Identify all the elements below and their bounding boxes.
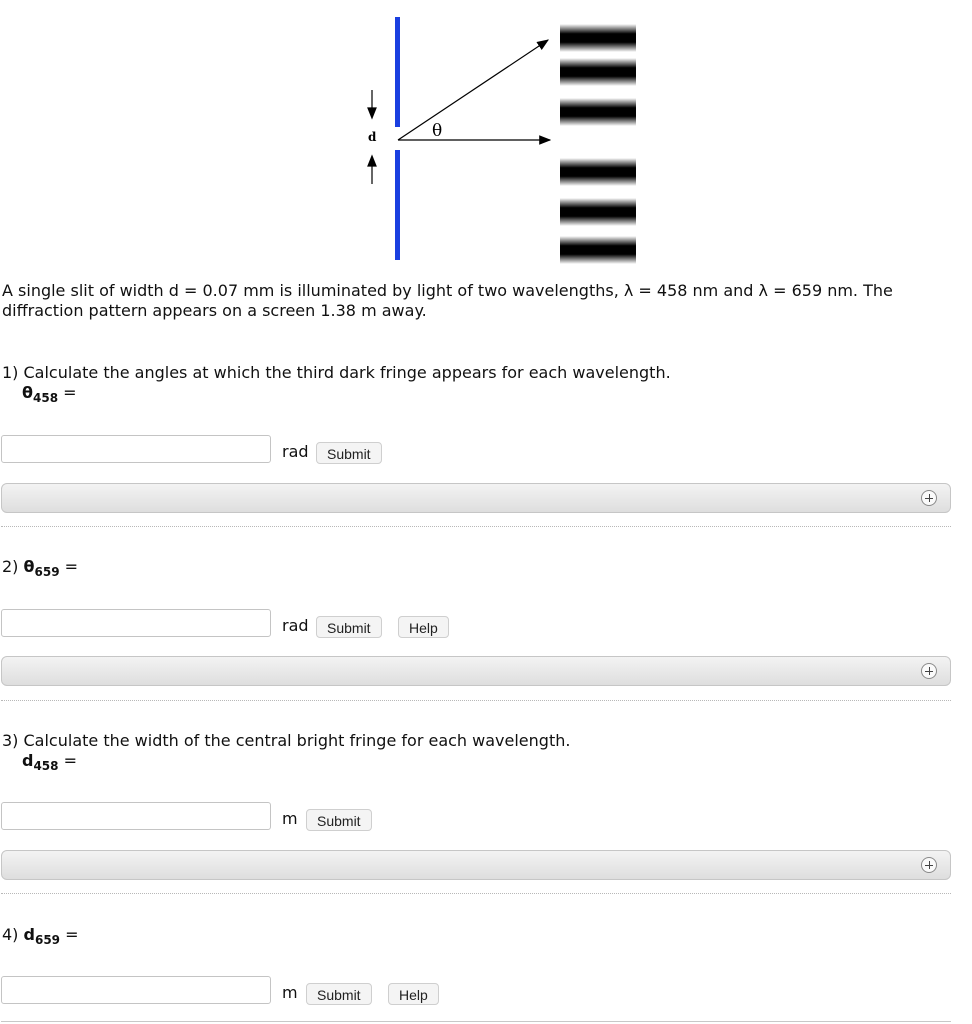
- question-3-variable: $d_{458}$ =: [22, 751, 78, 774]
- slit-width-label: d: [368, 130, 377, 144]
- help-button-4[interactable]: Help: [388, 983, 439, 1005]
- divider-2: [1, 700, 951, 701]
- angle-theta-label: θ: [432, 121, 443, 141]
- hint-panel-2[interactable]: [1, 656, 951, 686]
- hint-panel-1[interactable]: [1, 483, 951, 513]
- divider-3: [1, 893, 951, 894]
- fringe-pattern: [560, 24, 636, 264]
- slit-wall-top: [395, 17, 400, 127]
- hint-panel-3[interactable]: [1, 850, 951, 880]
- submit-button-4[interactable]: Submit: [306, 983, 372, 1005]
- diffracted-ray: [398, 40, 548, 140]
- slit-wall-bottom: [395, 150, 400, 260]
- unit-label-4: m: [282, 983, 298, 1002]
- divider-4: [1, 1021, 951, 1022]
- question-1-text: 1) Calculate the angles at which the third dark fringe appears for each wavelength.: [2, 363, 671, 382]
- question-4-text: 4) $d_{659}$ =: [2, 925, 79, 948]
- submit-button-1[interactable]: Submit: [316, 442, 382, 464]
- submit-button-2[interactable]: Submit: [316, 616, 382, 638]
- problem-statement: A single slit of width d = 0.07 mm is illuminated by light of two wavelengths, λ = 458 nm and λ = 659 nm. The diffraction pattern appears on a screen 1.38 m away.: [2, 281, 893, 320]
- answer-input-4[interactable]: [1, 976, 271, 1004]
- question-2-text: 2) $\theta_{659}$ =: [2, 557, 79, 580]
- help-button-2[interactable]: Help: [398, 616, 449, 638]
- plus-circle-icon[interactable]: [921, 857, 937, 873]
- unit-label-1: rad: [282, 442, 309, 461]
- answer-input-2[interactable]: [1, 609, 271, 637]
- plus-circle-icon[interactable]: [921, 663, 937, 679]
- submit-button-3[interactable]: Submit: [306, 809, 372, 831]
- question-1-variable: $\theta_{458}$ =: [22, 383, 77, 406]
- plus-circle-icon[interactable]: [921, 490, 937, 506]
- question-3-text: 3) Calculate the width of the central bright fringe for each wavelength.: [2, 731, 571, 750]
- answer-input-3[interactable]: [1, 802, 271, 830]
- single-slit-diagram: [340, 10, 660, 270]
- divider-1: [1, 526, 951, 527]
- unit-label-2: rad: [282, 616, 309, 635]
- unit-label-3: m: [282, 809, 298, 828]
- answer-input-1[interactable]: [1, 435, 271, 463]
